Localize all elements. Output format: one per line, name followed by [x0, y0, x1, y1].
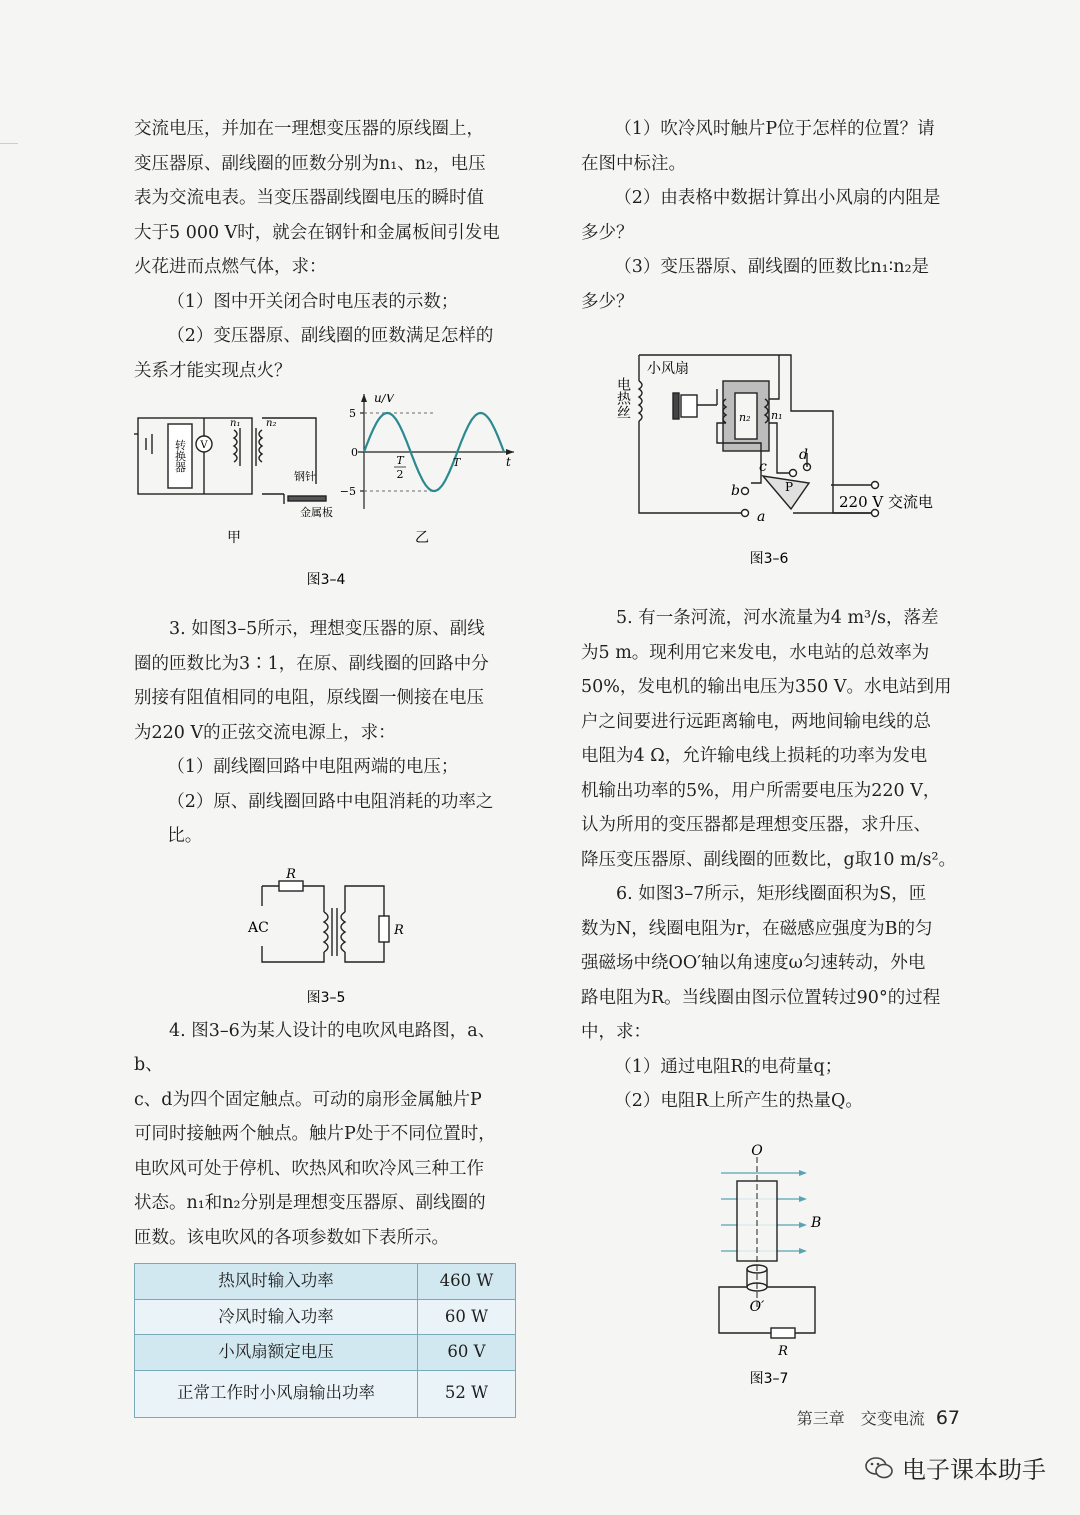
table-row: [135, 1335, 516, 1371]
q4-text-line: 可同时接触两个触点。触片P处于不同位置时，: [134, 1124, 496, 1144]
resistor-r-top-label: R: [286, 866, 296, 882]
table-row: [135, 1264, 516, 1300]
q4-sub3-cont: 多少？: [581, 291, 634, 312]
figure-3-5-caption: 图3–5: [306, 989, 346, 1006]
q6-sub1: （1）通过电阻R的电荷量q；: [614, 1056, 843, 1077]
origin-label: 0: [351, 446, 358, 459]
table-row: [135, 1299, 516, 1335]
ac-source-label: AC: [248, 919, 269, 936]
converter-label: 转换器: [173, 439, 187, 473]
q3-text-line: 为220 V的正弦交流电源上，求：: [134, 722, 396, 743]
q5-text-line: 户之间要进行远距离输电，两地间输电线的总: [581, 711, 931, 732]
figure-3-6: [581, 333, 965, 583]
q6-text-line: 路电阻为R。当线圈由图示位置转过90°的过程: [581, 987, 941, 1008]
figure-3-6-drawing: [581, 333, 965, 583]
q4-sub2-cont: 多少？: [581, 222, 634, 243]
table-cell: 小风扇额定电压: [135, 1335, 418, 1371]
q4-text-line: 状态。n₁和n₂分别是理想变压器原、副线圈的: [134, 1193, 486, 1213]
q4-text-line: c、d为四个固定触点。可动的扇形金属触片P: [134, 1089, 482, 1110]
q6-text-line: 6. 如图3–7所示，矩形线圈面积为S，匝: [616, 884, 927, 904]
page-footer: [797, 1406, 960, 1429]
needle-label: 钢针: [294, 470, 316, 483]
y-axis-label: u/V: [374, 394, 395, 405]
table-cell: 热风时输入功率: [135, 1264, 418, 1300]
figure-3-5-drawing: [134, 866, 518, 1014]
figure-3-6-caption: 图3–6: [749, 551, 789, 567]
q5-text-line: 机输出功率的5%，用户所需要电压为220 V，: [581, 780, 941, 801]
q4-text-line: 电吹风可处于停机、吹热风和吹冷风三种工作: [134, 1158, 484, 1179]
axis-o-top-label: O: [751, 1142, 763, 1159]
figure-3-4-drawing: [134, 394, 518, 602]
q2-text-line: 大于5 000 V时，就会在钢针和金属板间引发电: [134, 222, 500, 243]
q2-sub1: （1）图中开关闭合时电压表的示数；: [167, 291, 459, 312]
q5-text-line: 50%，发电机的输出电压为350 V。水电站到用: [581, 677, 952, 697]
figure-3-4-caption: 图3–4: [306, 572, 346, 588]
q3-text-line: 别接有阻值相同的电阻，原线圈一侧接在电压: [134, 688, 484, 708]
plate-label: 金属板: [300, 506, 333, 519]
figure-3-7: [581, 1143, 965, 1393]
supply-label: 220 V 交流电: [839, 493, 933, 511]
n1-label: n₁: [771, 409, 783, 422]
q3-text-line: 圈的匝数比为3∶1，在原、副线圈的回路中分: [134, 653, 489, 674]
table-cell: 正常工作时小风扇输出功率: [135, 1370, 418, 1417]
q4-sub3: （3）变压器原、副线圈的匝数比n₁∶n₂是: [614, 257, 930, 277]
label-jia: 甲: [227, 530, 241, 546]
period-label: T: [453, 456, 461, 469]
table-cell: 60 W: [418, 1299, 516, 1335]
left-column: [134, 112, 518, 1418]
half-period-den: 2: [396, 468, 404, 481]
q2-text-line: 交流电压，并加在一理想变压器的原线圈上，: [134, 119, 484, 139]
chat-bubble-icon: [864, 1455, 894, 1481]
q2-text-line: 火花进而点燃气体，求：: [134, 257, 327, 277]
contact-b-label: b: [731, 483, 740, 499]
q2-text-line: 表为交流电表。当变压器副线圈电压的瞬时值: [134, 188, 484, 208]
watermark-text: 电子课本助手: [902, 1456, 1046, 1484]
label-yi: 乙: [415, 530, 429, 546]
contact-a-label: a: [757, 509, 766, 525]
field-b-label: B: [811, 1214, 822, 1231]
table-cell: 60 V: [418, 1335, 516, 1371]
fan-label: 小风扇: [647, 361, 689, 377]
table-cell: 冷风时输入功率: [135, 1299, 418, 1335]
contact-c-label: c: [759, 459, 767, 475]
q4-text-line: 匝数。该电吹风的各项参数如下表所示。: [134, 1227, 449, 1248]
q5-text-line: 为5 m。现利用它来发电，水电站的总效率为: [581, 642, 930, 663]
figure-3-7-drawing: [581, 1143, 965, 1393]
q6-sub2: （2）电阻R上所产生的热量Q。: [614, 1091, 863, 1111]
page-number: 67: [935, 1407, 960, 1429]
n2-label: n₂: [266, 418, 277, 429]
n2-label: n₂: [739, 411, 751, 424]
q3-sub1: （1）副线圈回路中电阻两端的电压；: [167, 757, 459, 777]
q6-text-line: 强磁场中绕OO′轴以角速度ω匀速转动，外电: [581, 953, 926, 973]
t-axis-label: t: [506, 455, 511, 469]
q4-text-line: 4. 图3–6为某人设计的电吹风电路图，a、b、: [134, 1020, 496, 1075]
table-row: [135, 1370, 516, 1417]
resistor-r-label: R: [778, 1343, 788, 1359]
slider-p-label: P: [785, 480, 794, 494]
q6-text-line: 中，求：: [581, 1022, 651, 1042]
q2-sub2-cont: 关系才能实现点火？: [134, 360, 292, 381]
q4-sub1: （1）吹冷风时触片P位于怎样的位置？请: [614, 119, 935, 139]
figure-3-7-caption: 图3–7: [749, 1370, 789, 1387]
table-cell: 460 W: [418, 1264, 516, 1300]
right-column: [581, 112, 965, 1393]
watermark: [864, 1450, 1046, 1485]
q6-text-line: 数为N，线圈电阻为r，在磁感应强度为B的匀: [581, 918, 933, 939]
y-tick-neg5: −5: [339, 485, 356, 498]
q3-sub2: （2）原、副线圈回路中电阻消耗的功率之比。: [167, 791, 494, 846]
voltmeter-label: V: [200, 440, 208, 451]
n1-label: n₁: [230, 418, 241, 429]
q3-text-line: 3. 如图3–5所示，理想变压器的原、副线: [169, 619, 485, 639]
margin-tick: [0, 143, 18, 144]
y-tick-5: 5: [349, 407, 356, 420]
axis-o-bottom-label: O′: [749, 1298, 765, 1315]
q5-text-line: 降压变压器原、副线圈的匝数比，g取10 m/s²。: [581, 849, 957, 870]
table-cell: 52 W: [418, 1370, 516, 1417]
resistor-r-right-label: R: [394, 922, 404, 938]
figure-3-4: [134, 394, 518, 602]
q4-sub1-cont: 在图中标注。: [581, 153, 686, 174]
figure-3-5: [134, 866, 518, 1014]
q5-text-line: 5. 有一条河流，河水流量为4 m³/s，落差: [616, 608, 939, 628]
q2-text-line: 变压器原、副线圈的匝数分别为n₁、n₂，电压: [134, 153, 486, 174]
q4-sub2: （2）由表格中数据计算出小风扇的内阻是: [614, 188, 941, 208]
half-period-num: T: [396, 454, 404, 467]
q5-text-line: 电阻为4 Ω，允许输电线上损耗的功率为发电: [581, 746, 928, 766]
q5-text-line: 认为所用的变压器都是理想变压器，求升压、: [581, 815, 931, 835]
heater-label-1: 电热丝: [615, 377, 631, 419]
parameter-table: [134, 1263, 516, 1418]
chapter-title: 第三章 交变电流: [796, 1409, 925, 1428]
q2-sub2: （2）变压器原、副线圈的匝数满足怎样的: [167, 326, 494, 346]
contact-d-label: d: [799, 447, 808, 463]
